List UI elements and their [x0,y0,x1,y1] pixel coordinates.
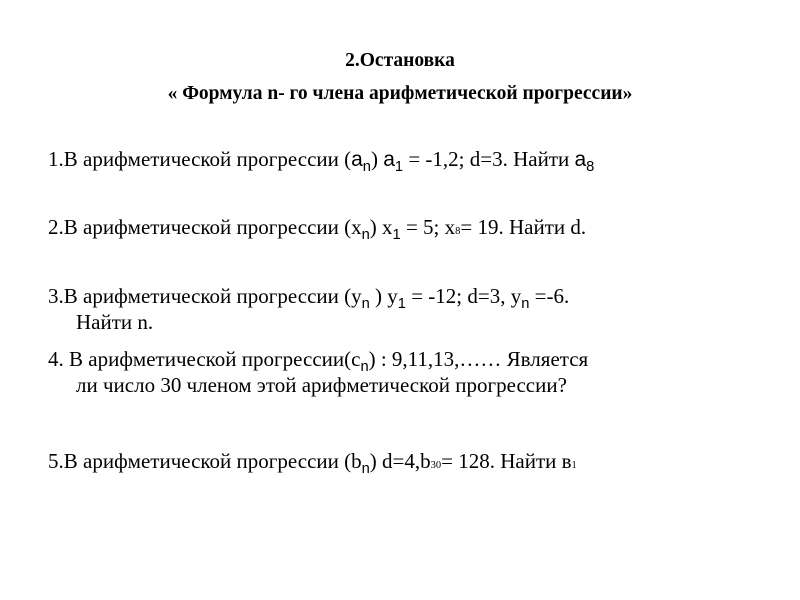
problem-2-one-subscript: 1 [392,227,401,244]
problem-4-text-a: 4. В арифметической прогрессии(c [48,347,361,371]
problem-4-text-b: ) : 9,11,13,…… Является [368,347,589,371]
problem-3-text-a: 3.В арифметической прогрессии (y [48,284,362,308]
problem-3-text-c: = -12; d=3, y [405,284,522,308]
problem-1-a-letter: a [351,148,363,171]
problem-1-text-b: ) [370,147,384,171]
problem-2-text-b: ) x [369,215,393,239]
slide-title [60,44,740,110]
problem-2 [48,214,768,245]
problem-1-eight-subscript: 8 [586,159,595,176]
problem-3-text-b: ) y [369,284,398,308]
problem-5-one-subscript: 1 [571,460,577,471]
problem-1 [48,146,768,176]
problem-4-n-subscript: n [360,359,369,376]
problem-4 [48,346,768,398]
problem-5-text-c: = 128. Найти в [441,449,572,473]
problem-1-text-c: = -1,2; d=3. Найти [403,147,575,171]
problem-3-text-d: =-6. [529,284,570,308]
problem-1-a1-letter: a [383,148,395,171]
title-line-2: « Формула n- го члена арифметической прогрессии» [167,83,633,104]
problem-1-one-subscript: 1 [394,159,404,176]
problem-3-n-subscript: n [361,296,370,313]
problem-3 [48,283,768,335]
title-line-1: 2.Остановка [345,50,455,71]
problem-1-a8-letter: a [574,148,587,171]
problem-3-one-subscript: 1 [397,296,406,313]
problem-2-text-d: = 19. Найти d. [460,215,587,239]
problem-5-n-subscript: n [361,461,370,478]
problem-5-text-a: 5.В арифметической прогрессии (b [48,449,362,473]
problem-2-text-c: = 5; x [400,215,456,239]
problem-4-line-2: ли число 30 членом этой арифметической прогрессии? [76,373,567,397]
problem-1-text-a: 1.В арифметической прогрессии ( [48,147,352,171]
problem-5-thirty-subscript: 30 [430,460,442,471]
problem-2-n-subscript: n [361,227,370,244]
problem-1-n-subscript: n [362,159,371,176]
problem-3-line-2: Найти n. [76,310,154,334]
problem-2-eight-subscript: 8 [455,226,461,237]
problem-5-text-b: ) d=4,b [369,449,431,473]
problem-3-n-subscript-2: n [521,296,530,313]
problem-2-text-a: 2.В арифметической прогрессии (x [48,215,362,239]
problem-5 [48,448,768,479]
